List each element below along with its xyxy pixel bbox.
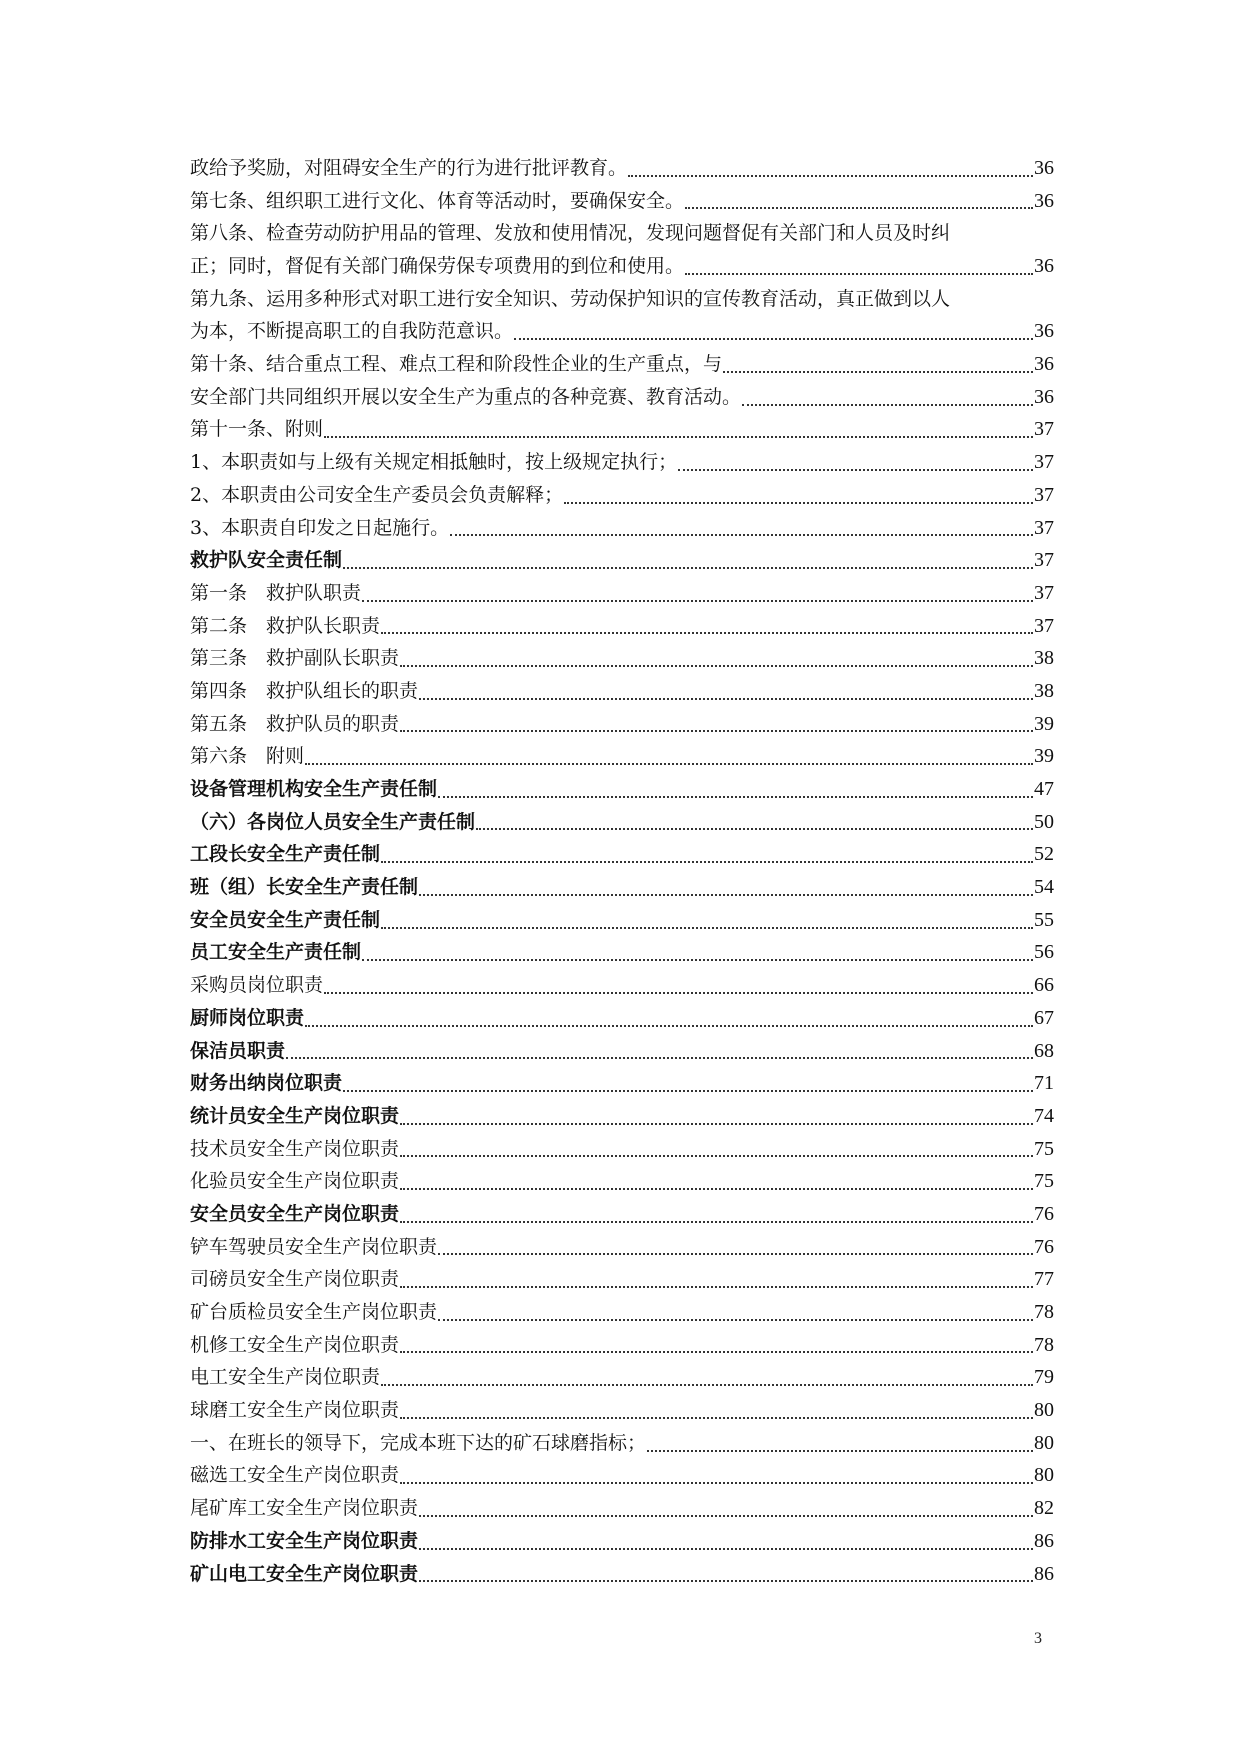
toc-entry-page: 55 [1034,908,1054,931]
dot-leader [305,740,1033,773]
toc-entry[interactable] [190,1133,1054,1166]
toc-entry-page: 52 [1034,843,1054,866]
toc-entry[interactable] [190,348,1054,381]
dot-leader [381,838,1033,871]
toc-entry-page: 37 [1034,483,1054,506]
toc-entry-title-line: 第九条、运用多种形式对职工进行安全知识、劳动保护知识的宣传教育活动，真正做到以人 [190,287,951,310]
toc-entry-page: 75 [1034,1137,1054,1160]
toc-entry-title: 技术员安全生产岗位职责 [190,1137,400,1160]
toc-entry[interactable] [190,838,1054,871]
toc-entry-page: 68 [1034,1039,1054,1062]
dot-leader [343,544,1033,577]
dot-leader [324,414,1033,447]
dot-leader [476,806,1033,839]
dot-leader [419,675,1033,708]
toc-entry-page: 36 [1034,385,1054,408]
dot-leader [400,1460,1033,1493]
toc-entry[interactable] [190,740,1054,773]
toc-entry[interactable] [190,1394,1054,1427]
toc-entry-page: 50 [1034,810,1054,833]
toc-entry-title: 采购员岗位职责 [190,974,324,997]
toc-entry[interactable] [190,1231,1054,1264]
toc-entry-title: 员工安全生产责任制 [190,941,362,964]
dot-leader [514,315,1033,348]
toc-entry[interactable] [190,414,1054,447]
toc-entry[interactable] [190,1427,1054,1460]
toc-entry-title: 铲车驾驶员安全生产岗位职责 [190,1235,438,1258]
toc-entry-page: 38 [1034,647,1054,670]
toc-entry-page: 39 [1034,712,1054,735]
toc-entry[interactable] [190,1492,1054,1525]
toc-entry[interactable] [190,773,1054,806]
toc-entry-title: 安全员安全生产岗位职责 [190,1202,400,1225]
dot-leader [678,446,1033,479]
toc-entry[interactable] [190,544,1054,577]
toc-entry-title: 第一条 救护队职责 [190,581,362,604]
toc-entry-page: 76 [1034,1202,1054,1225]
toc-entry-title: 电工安全生产岗位职责 [190,1366,381,1389]
toc-entry-title: 政给予奖励，对阻碍安全生产的行为进行批评教育。 [190,156,628,179]
dot-leader [400,708,1033,741]
dot-leader [742,381,1033,414]
toc-entry-page: 47 [1034,778,1054,801]
toc-entry[interactable] [190,1100,1054,1133]
toc-entry-title-line: 正；同时，督促有关部门确保劳保专项费用的到位和使用。 [190,255,685,278]
toc-entry-title: 1、本职责如与上级有关规定相抵触时，按上级规定执行； [190,451,678,474]
toc-entry-title: 救护队安全责任制 [190,549,343,572]
dot-leader [419,871,1033,904]
toc-entry-page: 36 [1034,156,1054,179]
toc-entry[interactable] [190,1198,1054,1231]
dot-leader [381,610,1033,643]
dot-leader [286,1035,1033,1068]
toc-entry[interactable] [190,1525,1054,1558]
toc-entry-title: 厨师岗位职责 [190,1006,305,1029]
dot-leader [400,642,1033,675]
toc-entry[interactable] [190,1329,1054,1362]
toc-entry-page: 67 [1034,1006,1054,1029]
toc-entry-title: 财务出纳岗位职责 [190,1072,343,1095]
toc-entry-title: 尾矿库工安全生产岗位职责 [190,1497,419,1520]
toc-entry[interactable] [190,1002,1054,1035]
dot-leader [324,969,1033,1002]
toc-entry-page: 38 [1034,679,1054,702]
toc-entry-title: 矿台质检员安全生产岗位职责 [190,1301,438,1324]
toc-entry-page: 77 [1034,1268,1054,1291]
toc-entry[interactable] [190,937,1054,970]
toc-entry[interactable] [190,152,1054,185]
toc-entry-page: 76 [1034,1235,1054,1258]
toc-entry[interactable] [190,610,1054,643]
toc-entry[interactable] [190,806,1054,839]
toc-entry-title: 安全员安全生产责任制 [190,908,381,931]
dot-leader [305,1002,1033,1035]
toc-entry-page: 37 [1034,581,1054,604]
toc-entry[interactable] [190,446,1054,479]
dot-leader [400,1329,1033,1362]
toc-entry-page: 39 [1034,745,1054,768]
toc-entry-title: 司磅员安全生产岗位职责 [190,1268,400,1291]
toc-entry-page: 82 [1034,1497,1054,1520]
toc-entry-page: 37 [1034,549,1054,572]
toc-entry[interactable] [190,1361,1054,1394]
dot-leader [685,185,1033,218]
dot-leader [400,1100,1033,1133]
toc-entry[interactable] [190,708,1054,741]
toc-entry[interactable] [190,1067,1054,1100]
toc-entry-page: 80 [1034,1399,1054,1422]
toc-entry[interactable] [190,1460,1054,1493]
page-number: 3 [1034,1630,1042,1647]
toc-entry-title-line: 第八条、检查劳动防护用品的管理、发放和使用情况，发现问题督促有关部门和人员及时纠 [190,222,951,245]
table-of-contents [190,152,1054,1590]
toc-entry-page: 75 [1034,1170,1054,1193]
dot-leader [628,152,1033,185]
dot-leader [400,1263,1033,1296]
toc-entry-page: 79 [1034,1366,1054,1389]
toc-entry[interactable] [190,1035,1054,1068]
toc-entry-page: 74 [1034,1104,1054,1127]
toc-entry[interactable] [190,217,1054,282]
toc-entry-title: 第六条 附则 [190,745,305,768]
dot-leader [438,1231,1033,1264]
toc-entry-page: 36 [1034,189,1054,212]
toc-entry-page: 36 [1034,255,1054,278]
toc-entry-title-line: 为本，不断提高职工的自我防范意识。 [190,320,514,343]
toc-entry[interactable] [190,1165,1054,1198]
toc-entry-title: 磁选工安全生产岗位职责 [190,1464,400,1487]
toc-entry-page: 71 [1034,1072,1054,1095]
toc-entry-title: 第二条 救护队长职责 [190,614,381,637]
dot-leader [400,1165,1033,1198]
toc-entry-title: 化验员安全生产岗位职责 [190,1170,400,1193]
toc-entry[interactable] [190,283,1054,348]
toc-entry-page: 37 [1034,614,1054,637]
toc-entry[interactable] [190,185,1054,218]
dot-leader [419,1525,1033,1558]
toc-entry-page: 78 [1034,1301,1054,1324]
dot-leader [564,479,1033,512]
dot-leader [400,1133,1033,1166]
toc-entry[interactable] [190,1263,1054,1296]
toc-entry[interactable] [190,1558,1054,1591]
dot-leader [419,1492,1033,1525]
toc-entry[interactable] [190,871,1054,904]
toc-entry-title: 矿山电工安全生产岗位职责 [190,1562,419,1585]
toc-entry-title: 3、本职责自印发之日起施行。 [190,516,450,539]
toc-entry-title: 第三条 救护副队长职责 [190,647,400,670]
dot-leader [362,937,1033,970]
toc-entry[interactable] [190,1296,1054,1329]
toc-entry-title: 工段长安全生产责任制 [190,843,381,866]
toc-entry[interactable] [190,479,1054,512]
toc-entry-title: 第七条、组织职工进行文化、体育等活动时，要确保安全。 [190,189,685,212]
toc-entry-page: 54 [1034,876,1054,899]
toc-entry[interactable] [190,904,1054,937]
toc-entry-page: 37 [1034,418,1054,441]
dot-leader [438,1296,1033,1329]
toc-entry-page: 37 [1034,516,1054,539]
toc-entry-page: 86 [1034,1562,1054,1585]
toc-entry[interactable] [190,381,1054,414]
toc-entry-title: （六）各岗位人员安全生产责任制 [190,810,476,833]
toc-entry-page: 37 [1034,451,1054,474]
toc-entry-page: 66 [1034,974,1054,997]
toc-entry-page: 36 [1034,320,1054,343]
dot-leader [343,1067,1033,1100]
toc-entry-last-line [190,315,1054,348]
toc-entry-title: 球磨工安全生产岗位职责 [190,1399,400,1422]
dot-leader [685,250,1033,283]
toc-entry-last-line [190,250,1054,283]
toc-entry-title: 第十条、结合重点工程、难点工程和阶段性企业的生产重点，与 [190,353,723,376]
dot-leader [362,577,1033,610]
toc-entry[interactable] [190,675,1054,708]
dot-leader [400,1198,1033,1231]
toc-entry-title: 2、本职责由公司安全生产委员会负责解释； [190,483,564,506]
toc-entry-title: 第五条 救护队员的职责 [190,712,400,735]
toc-entry[interactable] [190,969,1054,1002]
toc-entry-page: 78 [1034,1333,1054,1356]
dot-leader [450,512,1033,545]
toc-entry-title: 统计员安全生产岗位职责 [190,1104,400,1127]
toc-entry-page: 86 [1034,1529,1054,1552]
dot-leader [381,904,1033,937]
toc-entry-title: 防排水工安全生产岗位职责 [190,1529,419,1552]
toc-entry-title: 安全部门共同组织开展以安全生产为重点的各种竞赛、教育活动。 [190,385,742,408]
toc-entry[interactable] [190,642,1054,675]
toc-entry-title: 一、在班长的领导下，完成本班下达的矿石球磨指标； [190,1431,647,1454]
toc-entry[interactable] [190,512,1054,545]
toc-entry-title: 机修工安全生产岗位职责 [190,1333,400,1356]
toc-entry-title: 班（组）长安全生产责任制 [190,876,419,899]
toc-entry[interactable] [190,577,1054,610]
dot-leader [647,1427,1033,1460]
toc-entry-page: 36 [1034,353,1054,376]
dot-leader [438,773,1033,806]
dot-leader [419,1558,1033,1591]
toc-entry-title: 保洁员职责 [190,1039,286,1062]
dot-leader [400,1394,1033,1427]
toc-entry-page: 56 [1034,941,1054,964]
toc-entry-page: 80 [1034,1464,1054,1487]
toc-entry-title: 设备管理机构安全生产责任制 [190,778,438,801]
dot-leader [723,348,1033,381]
dot-leader [381,1361,1033,1394]
toc-entry-title: 第十一条、附则 [190,418,324,441]
toc-entry-page: 80 [1034,1431,1054,1454]
toc-entry-title: 第四条 救护队组长的职责 [190,679,419,702]
